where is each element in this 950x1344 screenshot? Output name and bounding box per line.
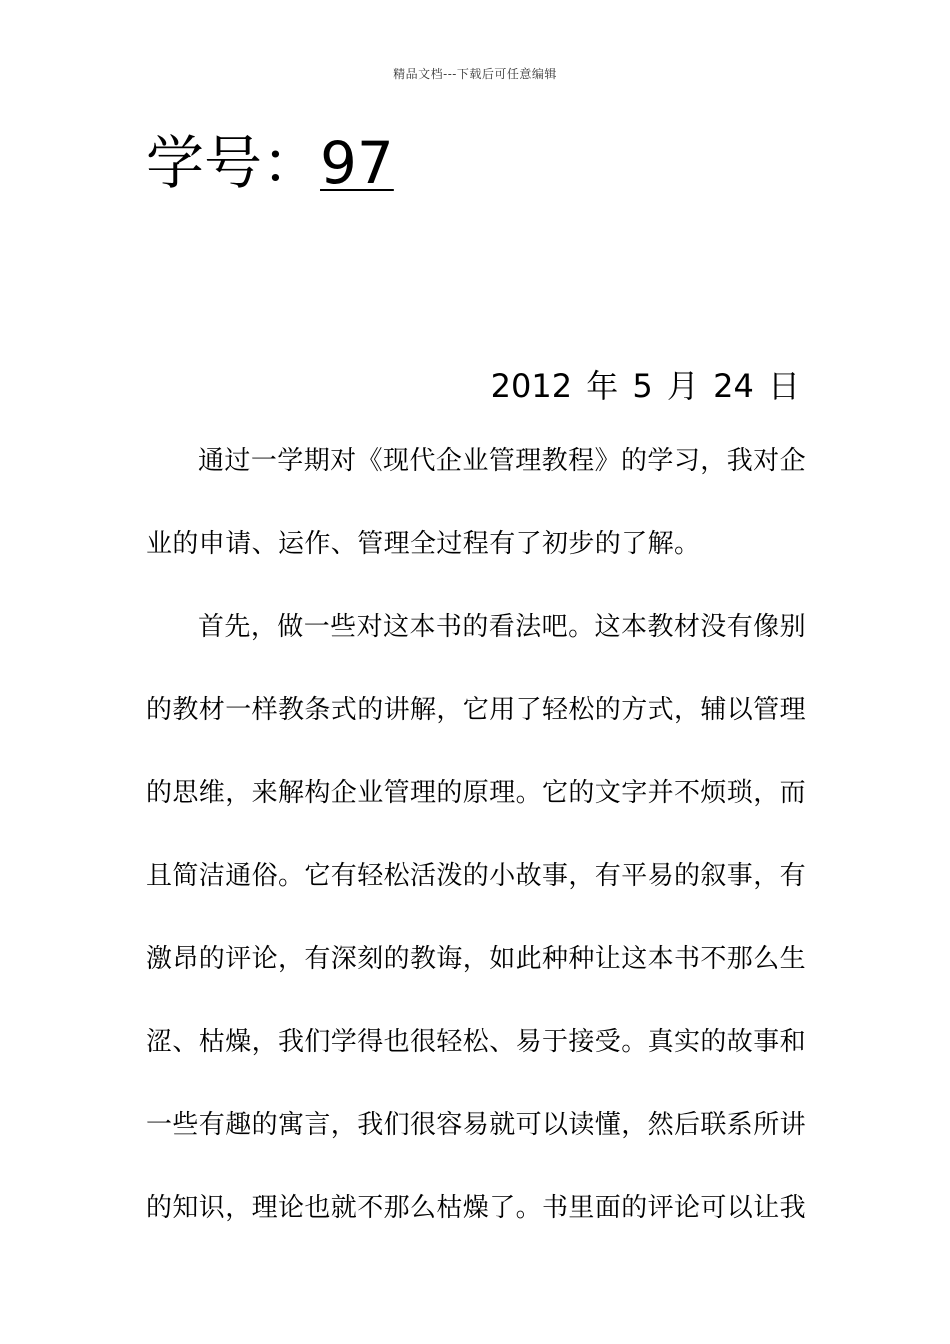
student-id-value: 97	[320, 129, 394, 197]
date-line: 2012 年 5 月 24 日	[490, 367, 800, 405]
body-text	[146, 420, 806, 1250]
student-id-label: 学号：	[146, 129, 321, 197]
header-note: 精品文档---下载后可任意编辑	[393, 67, 557, 81]
student-id-line	[146, 128, 394, 198]
paragraph-1: 通过一学期对《现代企业管理教程》的学习，我对企业的申请、运作、管理全过程有了初步的了解。	[146, 446, 806, 559]
paragraph-2: 首先，做一些对这本书的看法吧。这本教材没有像别的教材一样教条式的讲解，它用了轻松的方式，辅以管理的思维，来解构企业管理的原理。它的文字并不烦琐，而且简洁通俗。它有轻松活泼的小故事，有平易的叙事，有激昂的评论，有深刻的教诲，如此种种让这本书不那么生涩、枯燥，我们学得也很轻松、易于接受。真实的故事和一些有趣的寓言，我们很容易就可以读懂，然后联系所讲的知识，理论也就不那么枯燥了。书里面的评论可以让我	[146, 612, 807, 1223]
